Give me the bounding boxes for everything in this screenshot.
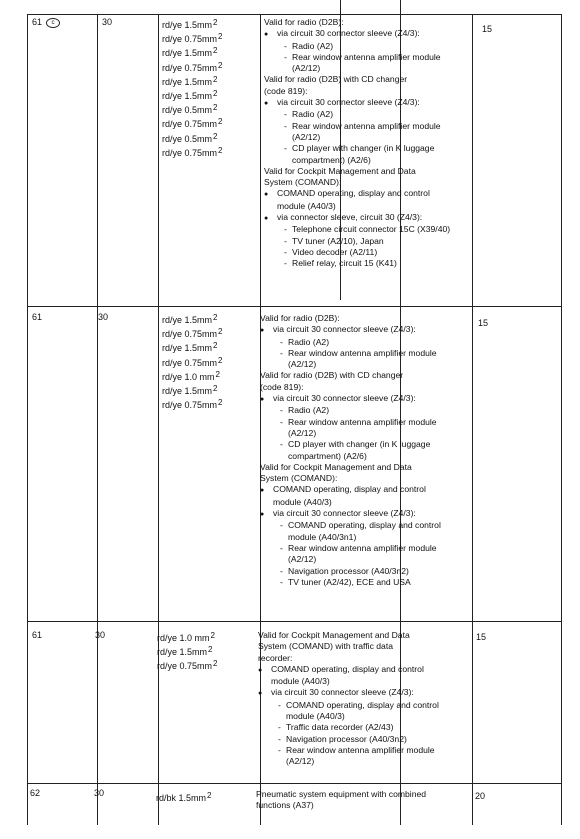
description-line: Valid for Cockpit Management and Data [264, 165, 416, 176]
cross-section: 30 [95, 630, 106, 640]
dash-item: - Rear window antenna amplifier module [260, 543, 441, 554]
wire-entry [157, 644, 217, 658]
table-border-top [27, 14, 561, 15]
description-line: compartment) (A2/6) [288, 450, 367, 461]
dash-item: - Traffic data recorder (A2/43) [258, 722, 439, 733]
table-border-right [561, 14, 562, 825]
unit-superscript: 2 [213, 341, 218, 351]
bullet-item: ● via circuit 30 connector sleeve (Z4/3): [260, 324, 441, 336]
column-divider-4 [472, 14, 473, 825]
unit-superscript: 2 [213, 18, 218, 27]
wire-entry [162, 102, 222, 116]
description-line: module (A40/3) [277, 200, 336, 211]
column-divider-1 [97, 14, 98, 825]
description-line: (A2/12) [292, 131, 321, 142]
wire-spec: rd/ye 0.75mm [162, 357, 218, 368]
wire-entry [162, 45, 222, 59]
wire-entry [157, 658, 217, 672]
wire-entry [162, 17, 222, 31]
fuse-rating: 15 [482, 24, 493, 34]
description-line: functions (A37) [256, 800, 314, 811]
wire-spec: rd/ye 0.5mm [162, 105, 213, 116]
unit-superscript: 2 [213, 659, 218, 669]
description-line: module (A40/3) [286, 711, 345, 722]
dash-item: - CD player with changer (in K luggage [264, 143, 450, 154]
unit-superscript: 2 [208, 645, 213, 655]
description-line: (A2/12) [286, 756, 315, 767]
description-line: module (A40/3) [271, 676, 330, 687]
wire-spec: rd/ye 0.5mm [162, 133, 213, 144]
wire-list [156, 790, 211, 804]
dash-item: - Navigation processor (A40/3n2) [260, 566, 441, 577]
description-line: Valid for radio (D2B): [264, 17, 344, 27]
wire-list [157, 630, 217, 673]
fuse-rating: 20 [475, 791, 486, 801]
pin-number: 61 [32, 312, 43, 322]
dash-item: - Rear window antenna amplifier module [260, 348, 441, 359]
wire-spec: rd/ye 0.75mm [157, 661, 213, 672]
unit-superscript: 2 [213, 103, 218, 113]
dash-item: - Radio (A2) [264, 109, 450, 120]
description-line: module (A40/3) [273, 496, 332, 507]
row-divider-1 [27, 306, 561, 307]
wire-entry [162, 31, 222, 45]
dash-item: - Telephone circuit connector 15C (X39/40) [264, 224, 450, 235]
unit-superscript: 2 [213, 74, 218, 84]
dash-item: - Radio (A2) [264, 41, 450, 52]
consumer-description [258, 630, 439, 768]
bullet-item: ● via circuit 30 connector sleeve (Z4/3): [264, 97, 450, 109]
unit-superscript: 2 [218, 327, 223, 337]
unit-superscript: 2 [213, 313, 218, 322]
unit-superscript: 2 [213, 89, 218, 99]
column-divider-2 [158, 14, 159, 825]
wire-entry [162, 131, 222, 145]
description-line: (A2/12) [288, 427, 317, 438]
dash-item: - Rear window antenna amplifier module [258, 745, 439, 756]
unit-superscript: 2 [218, 355, 223, 365]
dash-item: - Relief relay, circuit 15 (K41) [264, 258, 450, 269]
cross-section: 30 [94, 788, 105, 798]
wire-entry [162, 369, 222, 383]
wire-entry [157, 630, 217, 644]
wire-spec: rd/ye 1.5mm [162, 91, 213, 102]
wire-spec: rd/ye 1.5mm [162, 386, 213, 397]
dash-item: - TV tuner (A2/10), Japan [264, 236, 450, 247]
dash-item: - COMAND operating, display and control [258, 700, 439, 711]
wire-entry [162, 326, 222, 340]
description-line: compartment) (A2/6) [292, 154, 371, 165]
wire-entry [156, 790, 211, 804]
wire-spec: rd/ye 1.0 mm [157, 633, 210, 643]
wire-spec: rd/ye 0.75mm [162, 329, 218, 340]
wire-entry [162, 383, 222, 397]
row-divider-3 [27, 783, 561, 784]
dash-item: - Navigation processor (A40/3n2) [258, 734, 439, 745]
wire-entry [162, 116, 222, 130]
unit-superscript: 2 [218, 398, 223, 408]
dash-item: - COMAND operating, display and control [260, 520, 441, 531]
wire-spec: rd/ye 1.5mm [157, 647, 208, 658]
wire-entry [162, 312, 222, 326]
wire-spec: rd/bk 1.5mm [156, 793, 207, 803]
wire-spec: rd/ye 1.5mm [162, 76, 213, 87]
bullet-item: ● COMAND operating, display and control [260, 484, 441, 496]
bullet-item: ● via connector sleeve, circuit 30 (Z4/3): [264, 212, 450, 224]
wire-spec: rd/ye 0.75mm [162, 62, 218, 73]
fuse-rating: 15 [478, 318, 489, 328]
description-line: Valid for radio (D2B): [260, 313, 340, 323]
wire-entry [162, 60, 222, 74]
wire-spec: rd/ye 0.75mm [162, 34, 218, 45]
table-border-left [27, 14, 28, 825]
description-line: System (COMAND): [260, 473, 338, 484]
cross-section: 30 [98, 312, 109, 322]
dash-item: - Rear window antenna amplifier module [264, 121, 450, 132]
consumer-description [264, 17, 450, 270]
description-line: Valid for Cockpit Management and Data [260, 461, 412, 472]
wire-spec: rd/ye 1.5mm [162, 343, 213, 354]
unit-superscript: 2 [218, 117, 223, 127]
description-line: (code 819): [260, 381, 304, 392]
wire-spec: rd/ye 1.5mm [162, 20, 213, 30]
dash-item: - Rear window antenna amplifier module [260, 417, 441, 428]
bullet-item: ● via circuit 30 connector sleeve (Z4/3): [258, 687, 439, 699]
wire-spec: rd/ye 0.75mm [162, 147, 218, 158]
unit-superscript: 2 [213, 384, 218, 394]
wire-spec: rd/ye 0.75mm [162, 400, 218, 411]
description-line: Pneumatic system equipment with combined [256, 789, 427, 799]
unit-superscript: 2 [218, 60, 223, 70]
wire-entry [162, 355, 222, 369]
bullet-item: ● via circuit 30 connector sleeve (Z4/3): [264, 28, 450, 40]
wire-spec: rd/ye 1.0 mm [162, 371, 215, 382]
wire-list [162, 312, 222, 411]
consumer-description [260, 313, 441, 588]
description-line: (A2/12) [292, 63, 321, 74]
description-line: Valid for radio (D2B) with CD changer [260, 370, 404, 381]
bullet-item: ● via circuit 30 connector sleeve (Z4/3): [260, 508, 441, 520]
unit-superscript: 2 [210, 631, 215, 640]
description-line: recorder: [258, 652, 293, 663]
fuse-rating: 15 [476, 632, 487, 642]
dash-item: - TV tuner (A2/42), ECE and USA [260, 577, 441, 588]
consumer-description [256, 789, 426, 812]
wire-spec: rd/ye 0.75mm [162, 119, 218, 130]
pin-number: 61 [32, 630, 43, 640]
wire-spec: rd/ye 1.5mm [162, 48, 213, 59]
description-line: Valid for Cockpit Management and Data [258, 630, 410, 640]
wire-spec: rd/ye 1.5mm [162, 315, 213, 325]
row-divider-2 [27, 621, 561, 622]
dash-item: - Video decoder (A2/11) [264, 247, 450, 258]
dash-item: - Radio (A2) [260, 405, 441, 416]
description-line: System (COMAND) with traffic data [258, 641, 393, 652]
pin-number: 62 [30, 788, 41, 798]
wire-entry [162, 397, 222, 411]
unit-superscript: 2 [207, 791, 212, 800]
description-line: (A2/12) [288, 554, 317, 565]
pin-number: 61 c [32, 17, 60, 28]
bullet-item: ● via circuit 30 connector sleeve (Z4/3): [260, 393, 441, 405]
bullet-item: ● COMAND operating, display and control [258, 664, 439, 676]
description-line: System (COMAND): [264, 177, 342, 188]
dash-item: - CD player with changer (in K luggage [260, 439, 441, 450]
unit-superscript: 2 [213, 131, 218, 141]
dash-item: - Rear window antenna amplifier module [264, 52, 450, 63]
unit-superscript: 2 [218, 145, 223, 155]
pin-mark-circle: c [46, 18, 60, 28]
wire-entry [162, 145, 222, 159]
unit-superscript: 2 [213, 46, 218, 56]
bullet-item: ● COMAND operating, display and control [264, 188, 450, 200]
description-line: module (A40/3n1) [288, 531, 357, 542]
description-line: (code 819): [264, 85, 308, 96]
wire-entry [162, 340, 222, 354]
cross-section: 30 [102, 17, 113, 27]
wire-entry [162, 74, 222, 88]
wire-entry [162, 88, 222, 102]
unit-superscript: 2 [215, 369, 220, 379]
unit-superscript: 2 [218, 32, 223, 42]
dash-item: - Radio (A2) [260, 337, 441, 348]
wire-list [162, 17, 222, 159]
description-line: Valid for radio (D2B) with CD changer [264, 74, 408, 85]
description-line: (A2/12) [288, 359, 317, 370]
